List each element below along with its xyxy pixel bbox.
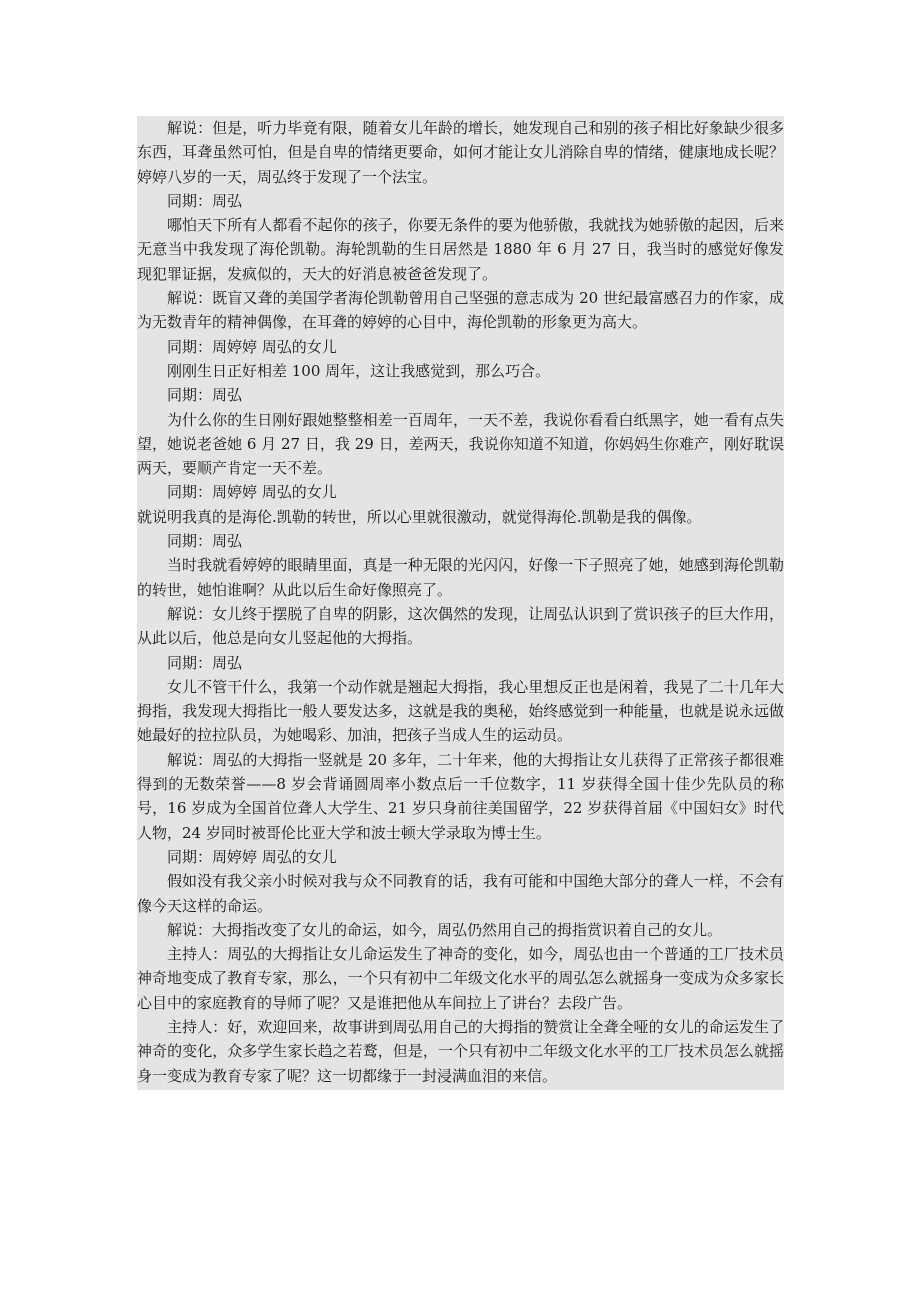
paragraph: 当时我就看婷婷的眼睛里面，真是一种无限的光闪闪，好像一下子照亮了她，她感到海伦凯勒的转世，她怕谁啊？从此以后生命好像照亮了。 (137, 556, 784, 599)
paragraph: 解说：但是，听力毕竟有限，随着女儿年龄的增长，她发现自己和别的孩子相比好象缺少很多东西，耳聋虽然可怕，但是自卑的情绪更要命，如何才能让女儿消除自卑的情绪，健康地成长呢？ 婷婷八岁的一天，周弘终于发现了一个法宝。 (137, 119, 784, 186)
paragraph: 解说：大拇指改变了女儿的命运，如今，周弘仍然用自己的拇指赏识着自己的女儿。 (167, 920, 723, 939)
paragraph: 同期：周弘 (167, 653, 243, 672)
paragraph: 假如没有我父亲小时候对我与众不同教育的话，我有可能和中国绝大部分的聋人一样，不会有像今天这样的命运。 (137, 872, 784, 915)
paragraph: 解说：女儿终于摆脱了自卑的阴影，这次偶然的发现，让周弘认识到了赏识孩子的巨大作用，从此以后，他总是向女儿竖起他的大拇指。 (137, 604, 784, 648)
paragraph: 女儿不管干什么，我第一个动作就是翘起大拇指，我心里想反正也是闲着，我晃了二十几年大拇指，我发现大拇指比一般人要发达多，这就是我的奥秘，始终感觉到一种能量，也就是说永远做她最好的拉拉队员，为她喝彩、加油，把孩子当成人生的运动员。 (137, 677, 784, 745)
paragraph: 同期：周婷婷 周弘的女儿 (167, 483, 337, 502)
paragraph: 同期：周婷婷 周弘的女儿 (167, 337, 337, 356)
document-text-block (137, 116, 784, 1090)
paragraph: 同期：周弘 (167, 386, 243, 405)
paragraph: 同期：周弘 (167, 532, 243, 551)
paragraph: 同期：周弘 (167, 191, 243, 210)
paragraph: 就说明我真的是海伦.凯勒的转世，所以心里就很激动，就觉得海伦.凯勒是我的偶像。 (137, 507, 702, 526)
paragraph: 解说：既盲又聋的美国学者海伦凯勒曾用自己坚强的意志成为 20 世纪最富感召力的作家，成为无数青年的精神偶像，在耳聋的婷婷的心目中，海伦凯勒的形象更为高大。 (137, 289, 784, 332)
paragraph: 解说：周弘的大拇指一竖就是 20 多年，二十年来，他的大拇指让女儿获得了正常孩子都很难得到的无数荣誉——8 岁会背诵圆周率小数点后一千位数字，11 岁获得全国十佳少先队员的称号，16 岁成为全国首位聋人大学生、21 岁只身前往美国留学，22 岁获得首届《中国妇女》时代人物，24 岁同时被哥伦比亚大学和波士顿大学录取为博士生。 (137, 750, 784, 842)
paragraph: 刚刚生日正好相差 100 周年，这让我感觉到，那么巧合。 (167, 361, 551, 380)
paragraph: 主持人：好，欢迎回来，故事讲到周弘用自己的大拇指的赞赏让全聋全哑的女儿的命运发生了神奇的变化，众多学生家长趋之若鹜，但是，一个只有初中二年级文化水平的工厂技术员怎么就摇身一变成为教育专家了呢？这一切都缘于一封浸满血泪的来信。 (137, 1017, 784, 1085)
paragraph: 同期：周婷婷 周弘的女儿 (167, 847, 337, 866)
paragraph: 哪怕天下所有人都看不起你的孩子，你要无条件的要为他骄傲，我就找为她骄傲的起因，后来无意当中我发现了海伦凯勒。海轮凯勒的生日居然是 1880 年 6 月 27 日，我当时的感觉好像发现犯罪证据，发疯似的，天大的好消息被爸爸发现了。 (137, 216, 784, 283)
paragraph: 主持人：周弘的大拇指让女儿命运发生了神奇的变化，如今，周弘也由一个普通的工厂技术员神奇地变成了教育专家，那么，一个只有初中二年级文化水平的周弘怎么就摇身一变成为众多家长心目中的家庭教育的导师了呢？又是谁把他从车间拉上了讲台？去段广告。 (137, 945, 784, 1012)
paragraph: 为什么你的生日刚好跟她整整相差一百周年，一天不差，我说你看看白纸黑字，她一看有点失望，她说老爸她 6 月 27 日，我 29 日，差两天，我说你知道不知道，你妈妈生你难产，刚好耽误两天，要顺产肯定一天不差。 (137, 410, 784, 478)
